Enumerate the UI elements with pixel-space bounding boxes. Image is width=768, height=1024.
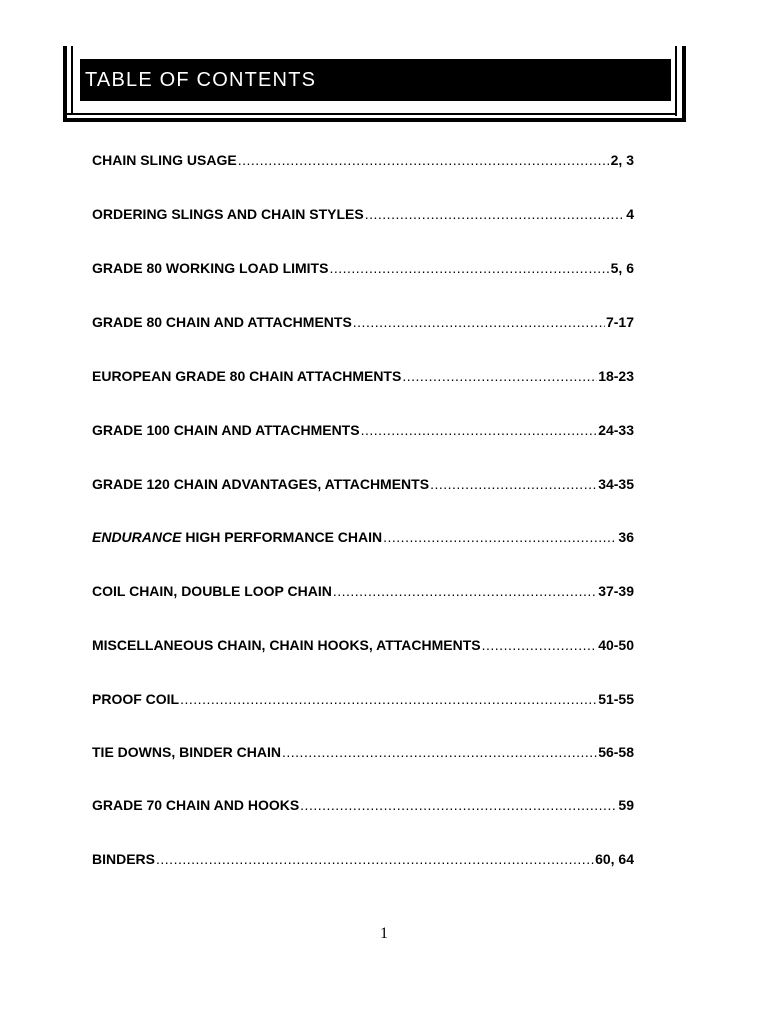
frame-border-right-inner <box>675 46 677 116</box>
toc-entry-label: GRADE 80 WORKING LOAD LIMITS <box>92 260 329 276</box>
toc-entry-page: 24-33 <box>598 422 634 438</box>
toc-entry <box>92 744 634 764</box>
frame-border-left-inner <box>71 46 73 114</box>
toc-entry-page: 36 <box>618 529 634 545</box>
toc-entry-page: 37-39 <box>598 583 634 599</box>
toc-entry <box>92 152 634 172</box>
toc-entry-label: PROOF COIL <box>92 691 180 707</box>
toc-entry-label: BINDERS <box>92 851 156 867</box>
frame-border-bottom-inner <box>63 113 675 115</box>
toc-entry <box>92 368 634 388</box>
toc-entry-label: GRADE 100 CHAIN AND ATTACHMENTS <box>92 422 360 438</box>
toc-entry-label: ENDURANCE HIGH PERFORMANCE CHAIN <box>92 529 383 545</box>
toc-entry-label: MISCELLANEOUS CHAIN, CHAIN HOOKS, ATTACHMENTS <box>92 637 481 653</box>
toc-entry <box>92 851 634 871</box>
toc-entry-label: ORDERING SLINGS AND CHAIN STYLES <box>92 206 364 222</box>
toc-entry-page: 51-55 <box>598 691 634 707</box>
toc-entry <box>92 260 634 280</box>
toc-entry <box>92 691 634 711</box>
title-bar <box>80 59 671 101</box>
toc-leader-dots <box>361 422 598 438</box>
toc-entry-page: 40-50 <box>598 637 634 653</box>
page-title: TABLE OF CONTENTS <box>85 68 317 91</box>
toc-entry <box>92 583 634 603</box>
toc-entry <box>92 529 634 549</box>
toc-leader-dots <box>180 691 597 707</box>
toc-entry-label: TIE DOWNS, BINDER CHAIN <box>92 744 281 760</box>
toc-entry-page: 60, 64 <box>595 851 634 867</box>
frame-border-right <box>682 46 686 122</box>
toc-entry-page: 59 <box>618 797 634 813</box>
toc-leader-dots <box>430 476 597 492</box>
toc-entry-page: 2, 3 <box>610 152 634 168</box>
toc-leader-dots <box>353 314 605 330</box>
toc-entry <box>92 797 634 817</box>
toc-entry-page: 34-35 <box>598 476 634 492</box>
toc-leader-dots <box>300 797 617 813</box>
toc-entry-page: 56-58 <box>598 744 634 760</box>
toc-leader-dots <box>482 637 598 653</box>
toc-entry-label: GRADE 70 CHAIN AND HOOKS <box>92 797 300 813</box>
toc-leader-dots <box>333 583 597 599</box>
toc-leader-dots <box>156 851 594 867</box>
toc-leader-dots <box>402 368 597 384</box>
toc-entry-page: 5, 6 <box>610 260 634 276</box>
toc-entry <box>92 314 634 334</box>
frame-border-bottom <box>63 118 686 122</box>
toc-leader-dots <box>365 206 625 222</box>
toc-leader-dots <box>383 529 617 545</box>
toc-entry-label: GRADE 120 CHAIN ADVANTAGES, ATTACHMENTS <box>92 476 430 492</box>
toc-entry <box>92 637 634 657</box>
toc-entry-page: 4 <box>626 206 634 222</box>
toc-entry-label: CHAIN SLING USAGE <box>92 152 237 168</box>
toc-leader-dots <box>329 260 609 276</box>
toc-entry-page: 7-17 <box>605 314 634 330</box>
toc-leader-dots <box>282 744 597 760</box>
toc-entry-label: GRADE 80 CHAIN AND ATTACHMENTS <box>92 314 352 330</box>
toc-entry <box>92 476 634 496</box>
toc-entry-label: COIL CHAIN, DOUBLE LOOP CHAIN <box>92 583 332 599</box>
page-number: 1 <box>380 925 388 942</box>
toc-entry <box>92 206 634 226</box>
frame-border-left <box>63 46 67 118</box>
toc-entry-page: 18-23 <box>598 368 634 384</box>
toc-entry <box>92 422 634 442</box>
toc-leader-dots <box>238 152 610 168</box>
toc-entry-label: EUROPEAN GRADE 80 CHAIN ATTACHMENTS <box>92 368 402 384</box>
